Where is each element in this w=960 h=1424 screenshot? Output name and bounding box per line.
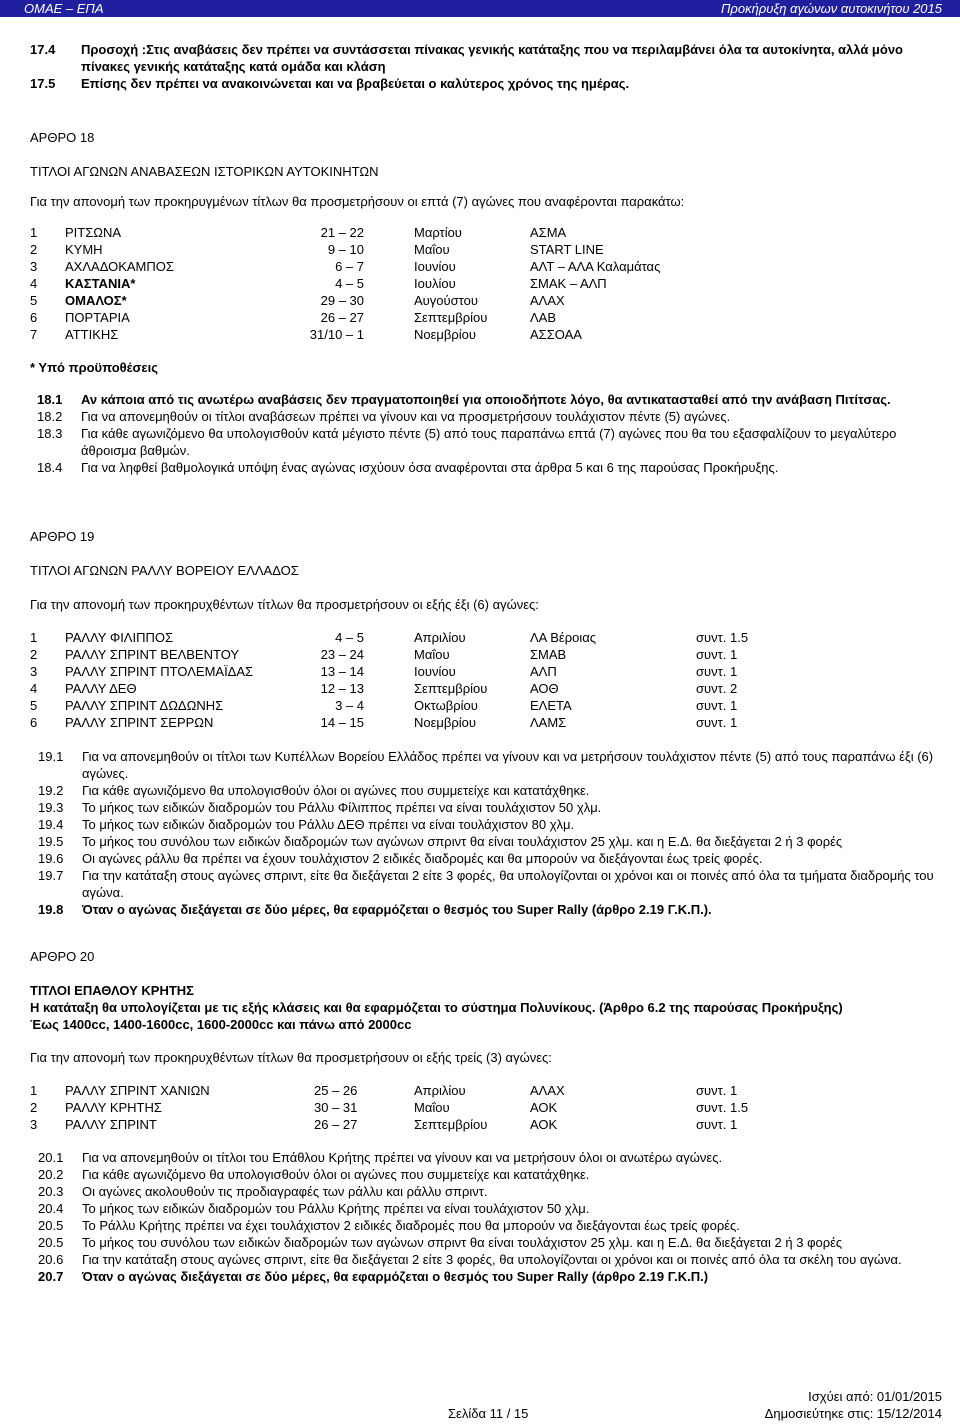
table-row: 2 ΚΥΜΗ 9 – 10 Μαΐου START LINE: [30, 242, 604, 257]
header-left: ΟΜΑΕ – ΕΠΑ: [24, 1, 104, 16]
table-row: 4 ΡΑΛΛΥ ΔΕΘ 12 – 13 Σεπτεμβρίου ΑΟΘ συντ. 2: [30, 681, 738, 696]
para-18-1: 18.1 Αν κάποια από τις ανωτέρω αναβάσεις δεν πραγματοποιηθεί για οποιοδήποτε λόγο, θα αντικατασταθεί από την ανάβαση Πιτίτσας.: [37, 392, 891, 407]
article-18-paragraphs: [0, 391, 960, 476]
article-19-subtitle: ΤΙΤΛΟΙ ΑΓΩΝΩΝ ΡΑΛΛΥ ΒΟΡΕΙΟΥ ΕΛΛΑΔΟΣ: [30, 563, 299, 578]
para-19-8: 19.8 Όταν ο αγώνας διεξάγεται σε δύο μέρες, θα εφαρμόζεται ο θεσμός του Super Rally (άρθρο 2.19 Γ.Κ.Π.).: [38, 902, 712, 917]
para-18-2: 18.2 Για να απονεμηθούν οι τίτλοι αναβάσεων πρέπει να γίνουν και να προσμετρήσουν τουλάχιστον πέντε (5) αγώνες.: [37, 409, 731, 424]
table-row: 4 ΚΑΣΤΑΝΙΑ* 4 – 5 Ιουλίου ΣΜΑΚ – ΑΛΠ: [30, 276, 607, 291]
para-19-2: 19.2 Για κάθε αγωνιζόμενο θα υπολογισθούν όλοι οι αγώνες που συμμετείχε και κατατάχθηκε.: [38, 783, 590, 798]
table-row: 1 ΡΙΤΣΩΝΑ 21 – 22 Μαρτίου ΑΣΜΑ: [30, 225, 567, 240]
article-20-intro: Για την απονομή των προκηρυχθέντων τίτλων θα προσμετρήσουν οι εξής τρείς (3) αγώνες:: [30, 1050, 552, 1065]
para-20-5: 20.5 Το Ράλλυ Κρήτης πρέπει να έχει τουλάχιστον 2 ειδικές διαδρομές που θα μπορούν να διεξάγονται έως τρείς φορές.: [38, 1218, 740, 1233]
article-19-paragraphs: [0, 748, 960, 918]
para-20-2: 20.2 Για κάθε αγωνιζόμενο θα υπολογισθούν όλοι οι αγώνες που συμμετείχε και κατατάχθηκε.: [38, 1167, 590, 1182]
para-19-5: 19.5 Το μήκος του συνόλου των ειδικών διαδρομών των αγώνων σπριντ θα είναι τουλάχιστον 25 χλμ. και η Ε.Δ. θα διεξάγεται 2 ή 3 φορές: [38, 834, 843, 849]
page-header: [0, 0, 960, 17]
para-20-4: 20.4 Το μήκος των ειδικών διαδρομών του Ράλλυ Κρήτης πρέπει να είναι τουλάχιστον 50 χλμ.: [38, 1201, 590, 1216]
footer-page-number: Σελίδα 11 / 15: [448, 1406, 529, 1421]
table-row: 7 ΑΤΤΙΚΗΣ 31/10 – 1 Νοεμβρίου ΑΣΣΟΑΑ: [30, 327, 582, 342]
table-row: 6 ΡΑΛΛΥ ΣΠΡΙΝΤ ΣΕΡΡΩΝ 14 – 15 Νοεμβρίου ΛΑΜΣ συντ. 1: [30, 715, 738, 730]
para-19-1: 19.1 Για να απονεμηθούν οι τίτλοι των Κυπέλλων Βορείου Ελλάδος πρέπει να γίνουν και να μετρήσουν τουλάχιστον πέντε (5) από τους παραπάνω έξι (6) αγώνες.: [38, 749, 934, 781]
para-18-3: 18.3 Για κάθε αγωνιζόμενο θα υπολογισθούν κατά μέγιστο πέντε (5) από τους παραπάνω επτά (7) αγώνες που θα του εξασφαλίζουν το μεγαλύτερο άθροισμα βαθμών.: [37, 426, 897, 458]
article-18-note: * Υπό προϋποθέσεις: [30, 360, 158, 375]
table-row: 1 ΡΑΛΛΥ ΦΙΛΙΠΠΟΣ 4 – 5 Απριλίου ΛΑ Βέροιας συντ. 1.5: [30, 630, 749, 645]
article-18-subtitle: ΤΙΤΛΟΙ ΑΓΩΝΩΝ ΑΝΑΒΑΣΕΩΝ ΙΣΤΟΡΙΚΩΝ ΑΥΤΟΚΙΝΗΤΩΝ: [30, 164, 379, 179]
article-20-classes-note: Η κατάταξη θα υπολογίζεται με τις εξής κλάσεις και θα εφαρμόζεται το σύστημα Πολυνίκους. (Άρθρο 6.2 της παρούσας Προκήρυξης): [30, 1000, 843, 1015]
table-row: 3 ΡΑΛΛΥ ΣΠΡΙΝΤ ΠΤΟΛΕΜΑΪΔΑΣ 13 – 14 Ιουνίου ΑΛΠ συντ. 1: [30, 664, 738, 679]
footer-valid-from: Ισχύει από: 01/01/2015: [808, 1389, 942, 1404]
article-20-title: ΑΡΘΡΟ 20: [30, 949, 95, 964]
table-row: 2 ΡΑΛΛΥ ΚΡΗΤΗΣ 30 – 31 Μαΐου ΑΟΚ συντ. 1.5: [30, 1100, 749, 1115]
para-20-1: 20.1 Για να απονεμηθούν οι τίτλοι του Επάθλου Κρήτης πρέπει να γίνουν και να μετρήσουν όλοι οι ανωτέρω αγώνες.: [38, 1150, 723, 1165]
article-19-title: ΑΡΘΡΟ 19: [30, 529, 95, 544]
table-row: 1 ΡΑΛΛΥ ΣΠΡΙΝΤ ΧΑΝΙΩΝ 25 – 26 Απριλίου ΑΛΑΧ συντ. 1: [30, 1083, 738, 1098]
article-18-title: ΑΡΘΡΟ 18: [30, 130, 95, 145]
para-20-5b: 20.5 Το μήκος του συνόλου των ειδικών διαδρομών των αγώνων σπριντ θα είναι τουλάχιστον 25 χλμ. και η Ε.Δ. θα διεξάγεται 2 ή 3 φορές: [38, 1235, 843, 1250]
para-19-4: 19.4 Το μήκος των ειδικών διαδρομών του Ράλλυ ΔΕΘ πρέπει να είναι τουλάχιστον 80 χλμ.: [38, 817, 575, 832]
table-row: 3 ΡΑΛΛΥ ΣΠΡΙΝΤ 26 – 27 Σεπτεμβρίου ΑΟΚ συντ. 1: [30, 1117, 738, 1132]
para-20-7: 20.7 Όταν ο αγώνας διεξάγεται σε δύο μέρες, θα εφαρμόζεται ο θεσμός του Super Rally (άρθρο 2.19 Γ.Κ.Π.): [38, 1269, 709, 1284]
article-18-intro: Για την απονομή των προκηρυγμένων τίτλων θα προσμετρήσουν οι επτά (7) αγώνες που αναφέρονται παρακάτω:: [30, 194, 685, 209]
para-20-6: 20.6 Για την κατάταξη στους αγώνες σπριντ, είτε θα διεξάγεται 2 είτε 3 φορές, θα υπολογίζονται οι χρόνοι και οι ποινές από όλα τα σκέλη του αγώνα.: [38, 1252, 902, 1267]
para-19-7: 19.7 Για την κατάταξη στους αγώνες σπριντ, είτε θα διεξάγεται 2 είτε 3 φορές, θα υπολογίζονται οι χρόνοι και οι ποινές από όλα τα τμήματα διαδρομής του αγώνα.: [38, 868, 934, 900]
table-row: 6 ΠΟΡΤΑΡΙΑ 26 – 27 Σεπτεμβρίου ΛΑΒ: [30, 310, 557, 325]
para-19-3: 19.3 Το μήκος των ειδικών διαδρομών του Ράλλυ Φίλιππος πρέπει να είναι τουλάχιστον 50 χλμ.: [38, 800, 602, 815]
header-right: Προκήρυξη αγώνων αυτοκινήτου 2015: [721, 1, 942, 16]
article-20-subtitle: ΤΙΤΛΟΙ ΕΠΑΘΛΟΥ ΚΡΗΤΗΣ: [30, 983, 194, 998]
article-20-paragraphs: [0, 1149, 960, 1285]
table-row: 3 ΑΧΛΑΔΟΚΑΜΠΟΣ 6 – 7 Ιουνίου ΑΛΤ – ΑΛΑ Καλαμάτας: [30, 259, 661, 274]
para-17-5: 17.5 Επίσης δεν πρέπει να ανακοινώνεται και να βραβεύεται ο καλύτερος χρόνος της ημέρας.: [30, 76, 630, 91]
para-20-3: 20.3 Οι αγώνες ακολουθούν τις προδιαγραφές των ράλλυ και ράλλυ σπριντ.: [38, 1184, 488, 1199]
para-17-4: 17.4 Προσοχή :Στις αναβάσεις δεν πρέπει να συντάσσεται πίνακας γενικής κατάταξης που να περιλαμβάνει όλα τα αυτοκίνητα, αλλά μόνο πίνακες γενικής κατάταξης κατά ομάδα και κλάση: [30, 42, 904, 74]
article-19-intro: Για την απονομή των προκηρυχθέντων τίτλων θα προσμετρήσουν οι εξής έξι (6) αγώνες:: [30, 597, 539, 612]
table-row: 5 ΟΜΑΛΟΣ* 29 – 30 Αυγούστου ΑΛΑΧ: [30, 293, 565, 308]
para-18-4: 18.4 Για να ληφθεί βαθμολογικά υπόψη ένας αγώνας ισχύουν όσα αναφέρονται στα άρθρα 5 και 6 της παρούσας Προκήρυξης.: [37, 460, 779, 475]
table-row: 5 ΡΑΛΛΥ ΣΠΡΙΝΤ ΔΩΔΩΝΗΣ 3 – 4 Οκτωβρίου ΕΛΕΤΑ συντ. 1: [30, 698, 738, 713]
top-paragraphs: [0, 41, 960, 92]
article-20-classes: Έως 1400cc, 1400-1600cc, 1600-2000cc και πάνω από 2000cc: [30, 1017, 412, 1032]
footer-published: Δημοσιεύτηκε στις: 15/12/2014: [764, 1406, 942, 1421]
table-row: 2 ΡΑΛΛΥ ΣΠΡΙΝΤ ΒΕΛΒΕΝΤΟΥ 23 – 24 Μαΐου ΣΜΑΒ συντ. 1: [30, 647, 738, 662]
para-19-6: 19.6 Οι αγώνες ράλλυ θα πρέπει να έχουν τουλάχιστον 2 ειδικές διαδρομές και θα μπορούν να διεξάγονται έως τρείς φορές.: [38, 851, 763, 866]
